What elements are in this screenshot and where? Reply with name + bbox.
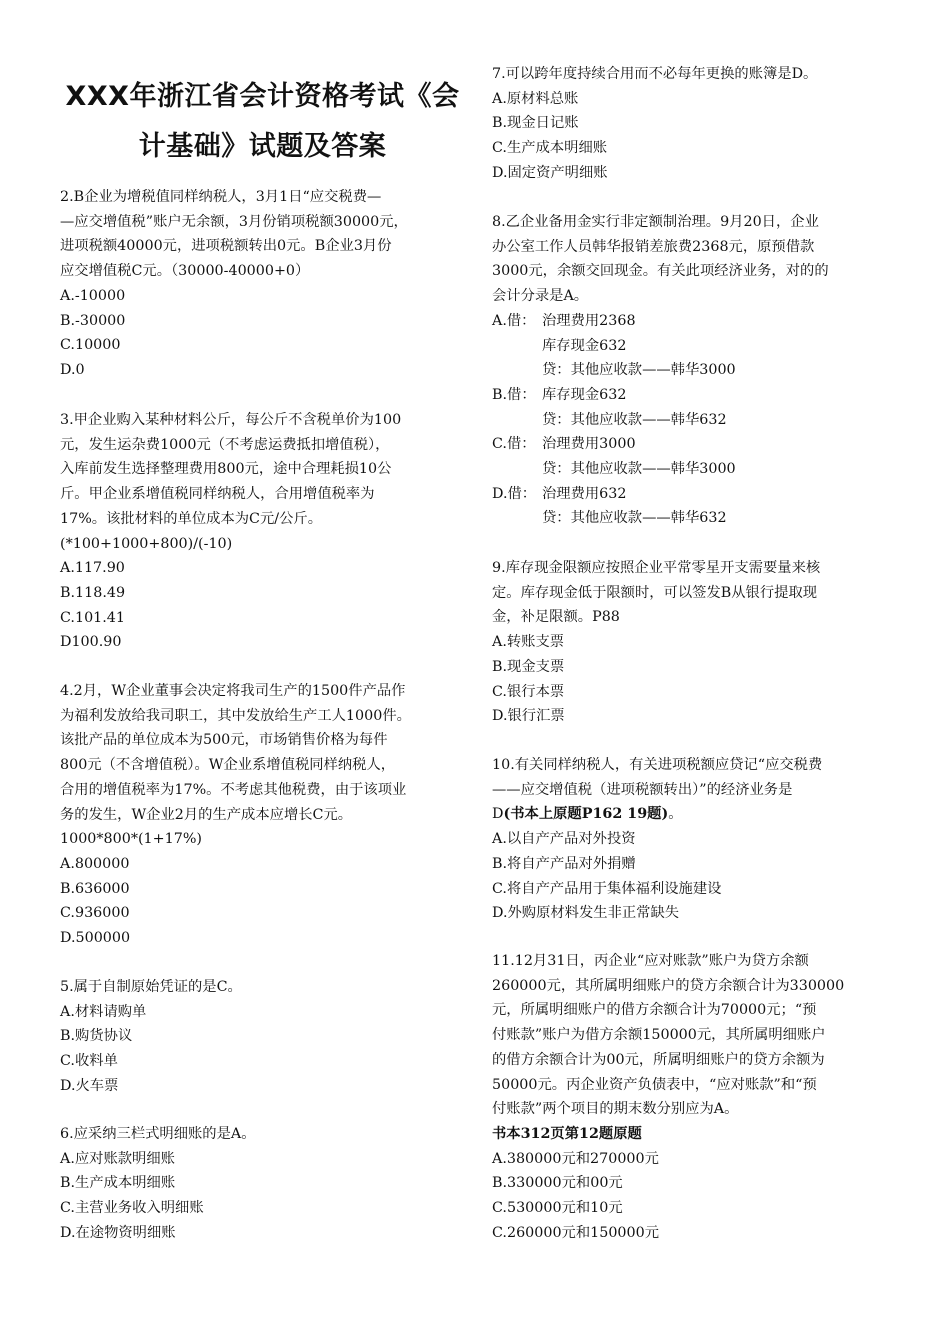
question-q3 [60,408,401,655]
answer-option: A.380000元和270000元 [492,1150,659,1167]
book-reference: (书本上原题P162 19题) [503,806,669,823]
answer-option: D.银行汇票 [492,708,565,725]
answer-option: B.636000 [60,880,130,897]
answer-option: D.500000 [60,930,131,947]
question-text: 的借方余额合计为00元，所属明细账户的贷方余额为 [492,1051,825,1068]
question-text: 2.B企业为增税值同样纳税人，3月1日“应交税费— [60,189,382,205]
answer-option: C.936000 [60,905,130,922]
question-q6 [60,1122,256,1246]
question-text: 斤。甲企业系增值税同样纳税人，合用增值税率为 [60,486,375,503]
answer-option: D.火车票 [60,1077,119,1094]
journal-entry-line [492,309,829,334]
answer-option: C.银行本票 [492,683,565,700]
answer-option: A.原材料总账 [492,90,579,107]
answer-option: D100.90 [60,634,122,651]
answer-option: C.收料单 [60,1053,118,1070]
question-text: 7.可以跨年度持续合用而不必每年更换的账簿是D。 [492,66,818,82]
question-text [492,802,822,827]
entry-text: 贷：其他应收款——韩华632 [542,510,727,527]
journal-entry-line [492,482,829,507]
answer-option: B.购货协议 [60,1028,133,1045]
answer-option: C.530000元和10元 [492,1200,623,1217]
question-q9 [492,556,820,729]
entry-text: 治理费用3000 [542,436,636,453]
question-text: 该批产品的单位成本为500元，市场销售价格为每件 [60,732,388,749]
question-text: 务的发生，W企业2月的生产成本应增长C元。 [60,806,353,823]
question-text: —应交增值税”账户无余额，3月份销项税额30000元， [60,213,408,230]
answer-option: A.117.90 [60,560,125,577]
question-text: 800元（不含增值税）。W企业系增值税同样纳税人， [60,757,396,774]
answer-option: D.固定资产明细账 [492,164,608,181]
question-text: 为福利发放给我司职工，其中发放给生产工人1000件。 [60,707,411,724]
question-text: 9.库存现金限额应按照企业平常零星开支需要量来核 [492,560,821,576]
journal-entry-line [492,506,829,531]
question-q7 [492,62,817,186]
question-text: 8.乙企业备用金实行非定额制治理。9月20日，企业 [492,214,819,230]
question-q4 [60,679,411,951]
book-reference: 书本312页第12题原题 [492,1125,642,1142]
question-q2 [60,185,408,383]
question-text: 付账款”账户为借方余额150000元，其所属明细账户 [492,1027,826,1044]
entry-label: C.借： [492,436,536,453]
answer-option: C.101.41 [60,609,125,626]
question-q8 [492,210,829,531]
question-text: 进项税额40000元，进项税额转出0元。B企业3月份 [60,238,392,255]
question-text: 1000*800*(1+17%) [60,831,202,848]
question-text: 办公室工作人员韩华报销差旅费2368元，原预借款 [492,238,815,255]
question-text: ——应交增值税（进项税额转出）”的经济业务是 [492,781,793,798]
answer-option: C.10000 [60,337,121,354]
question-q11 [492,949,844,1245]
entry-text: 治理费用2368 [542,312,636,329]
question-text: 50000元。丙企业资产负债表中，“应对账款”和“预 [492,1076,817,1093]
answer-option: B.-30000 [60,312,126,329]
question-text: 合用的增值税率为17%。不考虑其他税费，由于该项业 [60,781,407,798]
journal-entry-line [492,408,829,433]
answer-option: B.生产成本明细账 [60,1175,176,1192]
journal-entry-line [492,457,829,482]
question-text: 3000元，余额交回现金。有关此项经济业务，对的的 [492,263,829,280]
question-text: 应交增值税C元。（30000-40000+0） [60,263,310,280]
entry-label: A.借： [492,312,536,329]
answer-option: B.现金支票 [492,658,565,675]
question-text: 11.12月31日，丙企业“应对账款”账户为贷方余额 [492,953,809,969]
answer-option: B.118.49 [60,584,126,601]
entry-text: 贷：其他应收款——韩华3000 [542,362,736,379]
question-text: 17%。该批材料的单位成本为C元/公斤。 [60,510,322,527]
question-text: 会计分录是A。 [492,288,589,305]
question-q10 [492,753,822,926]
answer-option: D.外购原材料发生非正常缺失 [492,905,680,922]
entry-text: 贷：其他应收款——韩华632 [542,411,727,428]
entry-label: B.借： [492,386,536,403]
question-text: 定。库存现金低于限额时，可以签发B从银行提取现 [492,584,818,601]
answer-option: A.转账支票 [492,634,565,651]
question-text: 260000元，其所属明细账户的贷方余额合计为330000 [492,977,845,994]
punctuation: 。 [668,806,683,823]
journal-entry-line [492,383,829,408]
question-text: 元，所属明细账户的借方余额合计为70000元；“预 [492,1002,817,1019]
answer-option: B.将自产产品对外捐赠 [492,855,636,872]
journal-entry-line [492,358,829,383]
answer-option: B.现金日记账 [492,115,579,132]
question-text: 元，发生运杂费1000元（不考虑运费抵扣增值税）， [60,436,390,453]
title-line-1: XXX年浙江省会计资格考试《会 [65,81,460,112]
answer-option: C.将自产产品用于集体福利设施建设 [492,880,722,897]
entry-label: D.借： [492,485,537,502]
answer-option: C.主营业务收入明细账 [60,1200,204,1217]
answer-option: D.在途物资明细账 [60,1224,176,1241]
question-text: 10.有关同样纳税人，有关进项税额应贷记“应交税费 [492,757,823,773]
answer-option: A.材料请购单 [60,1003,147,1020]
journal-entry-line [492,334,829,359]
question-text: 5.属于自制原始凭证的是C。 [60,979,242,995]
document-title [60,72,465,172]
answer-option: A.-10000 [60,287,126,304]
answer-letter: D [492,806,504,823]
entry-text: 贷：其他应收款——韩华3000 [542,461,736,478]
answer-option: A.以自产产品对外投资 [492,831,636,848]
answer-option: A.800000 [60,855,130,872]
answer-option: C.260000元和150000元 [492,1224,660,1241]
question-text: 4.2月，W企业董事会决定将我司生产的1500件产品作 [60,683,406,699]
question-text: 6.应采纳三栏式明细账的是A。 [60,1126,256,1142]
answer-option: B.330000元和00元 [492,1175,623,1192]
question-text: 入库前发生选择整理费用800元，途中合理耗损10公 [60,461,392,478]
entry-text: 库存现金632 [542,386,627,403]
title-line-2: 计基础》试题及答案 [138,131,387,162]
question-text: 付账款”两个项目的期末数分别应为A。 [492,1101,739,1118]
answer-option: A.应对账款明细账 [60,1150,175,1167]
question-text: 金，补足限额。P88 [492,609,620,626]
question-q5 [60,975,242,1099]
entry-text: 库存现金632 [542,337,627,354]
answer-option: D.0 [60,361,85,378]
journal-entry-line [492,432,829,457]
answer-option: C.生产成本明细账 [492,140,608,157]
question-text: 3.甲企业购入某种材料公斤，每公斤不含税单价为100 [60,412,402,428]
entry-text: 治理费用632 [542,485,627,502]
question-text: (*100+1000+800)/(-10) [60,535,233,552]
